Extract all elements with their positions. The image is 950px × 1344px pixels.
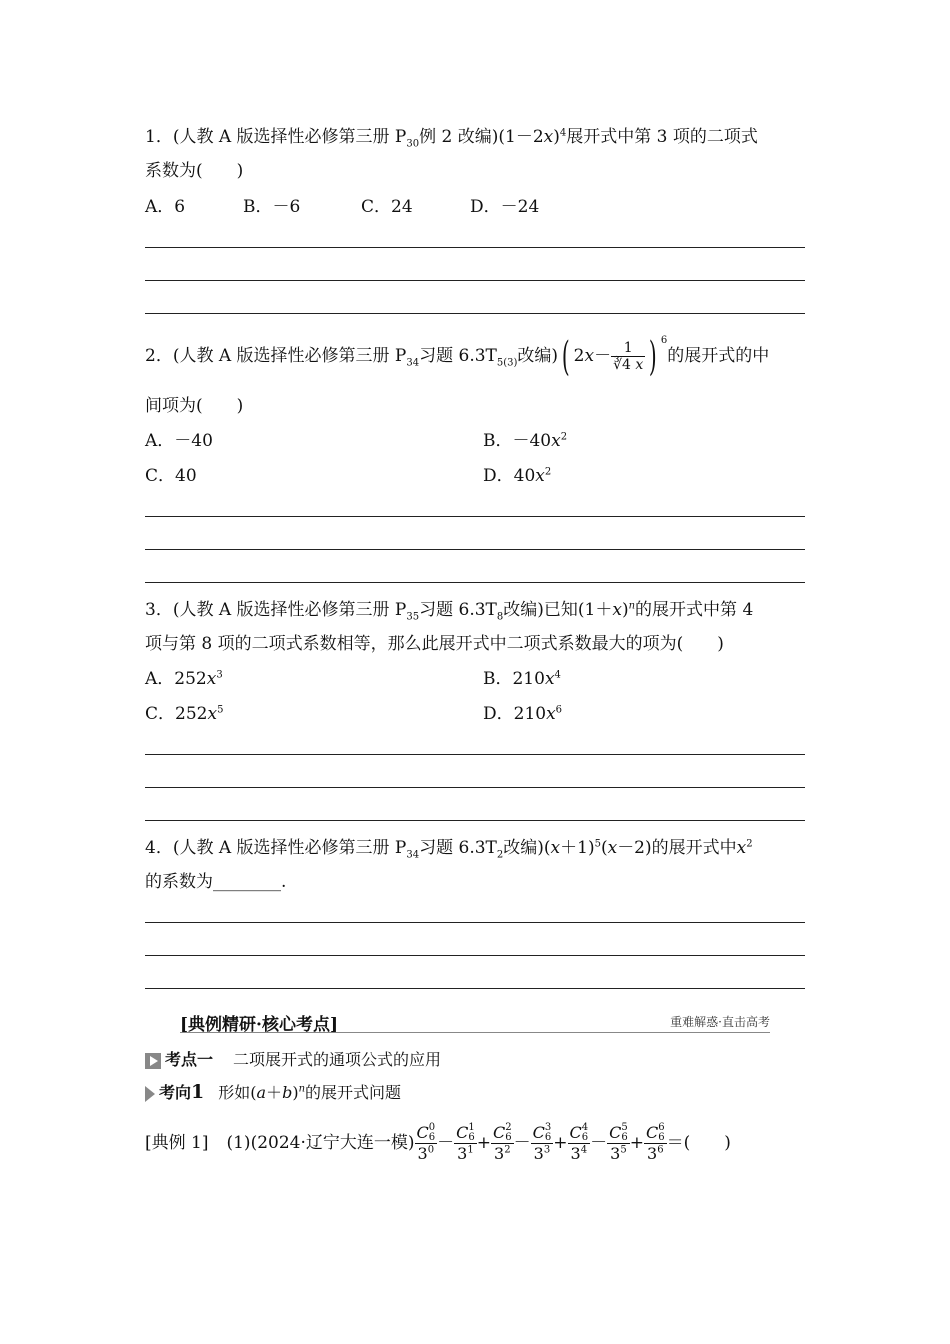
q2-problem-sub: 5(3) bbox=[496, 357, 518, 369]
q2-page-sub: 34 bbox=[406, 357, 420, 369]
q2-expr: 2 bbox=[573, 346, 585, 366]
opt-text: D．210 bbox=[483, 704, 547, 724]
q3-text: 3．(人教 A 版选择性必修第三册 P bbox=[145, 600, 407, 620]
answer-line[interactable] bbox=[145, 582, 805, 583]
arrow-icon bbox=[145, 1086, 155, 1102]
term-numerator: C 5 6 bbox=[609, 1122, 628, 1144]
direction-num: 1 bbox=[191, 1081, 205, 1103]
q4-problem-sub: 2 bbox=[496, 849, 504, 861]
q1-page-sub: 30 bbox=[406, 138, 420, 150]
q2-option-d[interactable] bbox=[483, 464, 551, 488]
answer-line[interactable] bbox=[145, 280, 805, 281]
q2-text: 2．(人教 A 版选择性必修第三册 P bbox=[145, 346, 407, 366]
q1-line1 bbox=[145, 125, 758, 149]
q2-option-c[interactable]: C．40 bbox=[145, 466, 197, 486]
q3-text: 改编)已知(1＋ bbox=[503, 600, 613, 620]
opt-text: D．40 bbox=[483, 466, 536, 486]
q3-option-d[interactable] bbox=[483, 702, 562, 726]
q4-text: ＋1) bbox=[560, 838, 595, 858]
term-denominator: $3^0$ bbox=[417, 1144, 435, 1164]
binomial-term bbox=[644, 1123, 667, 1165]
answer-line[interactable] bbox=[145, 820, 805, 821]
direction-text: 形如( bbox=[218, 1083, 257, 1102]
direction-exp: n bbox=[298, 1083, 306, 1095]
example-line bbox=[145, 1118, 731, 1168]
opt-text: A．252 bbox=[145, 669, 207, 689]
opt-var: x bbox=[535, 466, 545, 486]
q1-line2: 系数为( ) bbox=[145, 161, 244, 181]
q2-option-b[interactable] bbox=[483, 429, 567, 453]
term-sign: － bbox=[513, 1133, 531, 1153]
q2-var: x bbox=[584, 346, 595, 366]
example-label: [典例 1] bbox=[145, 1133, 209, 1153]
opt-exp: 5 bbox=[217, 704, 224, 716]
binomial-term bbox=[531, 1123, 554, 1165]
opt-text: B．－40 bbox=[483, 431, 552, 451]
cube-root: ∛4 bbox=[613, 357, 631, 373]
term-sign: + bbox=[476, 1133, 491, 1153]
q3-line1 bbox=[145, 598, 753, 622]
binomial-term bbox=[568, 1123, 591, 1165]
q3-exp: n bbox=[628, 600, 636, 612]
q1-text: ) bbox=[553, 127, 560, 147]
play-icon bbox=[145, 1053, 161, 1069]
direction-text: ) bbox=[292, 1083, 299, 1102]
q1-text: 展开式中第 3 项的二项式 bbox=[566, 127, 758, 147]
right-paren: ) bbox=[649, 333, 657, 380]
term-sign: + bbox=[553, 1133, 568, 1153]
opt-var: x bbox=[544, 669, 555, 689]
q2-option-a[interactable]: A．－40 bbox=[145, 431, 213, 451]
q1-option-c[interactable]: C．24 bbox=[361, 197, 413, 217]
topic-text: 二项展开式的通项公式的应用 bbox=[233, 1050, 442, 1069]
opt-var: x bbox=[207, 704, 218, 724]
opt-var: x bbox=[206, 669, 217, 689]
q4-page-sub: 34 bbox=[406, 849, 420, 861]
q2-text: 的展开式的中 bbox=[667, 346, 770, 366]
plus: ＋ bbox=[266, 1083, 283, 1102]
direction-label: 考向 bbox=[159, 1083, 192, 1102]
term-sign: + bbox=[629, 1133, 644, 1153]
q4-text: 4．(人教 A 版选择性必修第三册 P bbox=[145, 838, 407, 858]
topic-label: 考点一 bbox=[165, 1050, 214, 1069]
binomial-term bbox=[607, 1123, 630, 1165]
topic-heading bbox=[145, 1048, 441, 1072]
term-denominator: $3^4$ bbox=[570, 1144, 588, 1164]
term-numerator: C 3 6 bbox=[532, 1122, 552, 1144]
opt-exp: 6 bbox=[555, 704, 563, 716]
q2-minus: － bbox=[594, 346, 612, 366]
term-sign: － bbox=[437, 1133, 455, 1153]
answer-line[interactable] bbox=[145, 549, 805, 550]
q3-problem-sub: 8 bbox=[496, 611, 504, 623]
binomial-term bbox=[491, 1123, 514, 1165]
q4-var: x bbox=[607, 838, 618, 858]
term-numerator: C 2 6 bbox=[493, 1122, 512, 1144]
q4-var: x bbox=[736, 838, 747, 858]
var-b: b bbox=[282, 1083, 293, 1102]
opt-exp: 3 bbox=[216, 669, 223, 681]
term-denominator: $3^5$ bbox=[610, 1144, 627, 1164]
q1-exp: 4 bbox=[559, 127, 567, 139]
q4-line1 bbox=[145, 836, 753, 860]
q2-line2: 间项为( ) bbox=[145, 396, 244, 416]
term-numerator: C 1 6 bbox=[456, 1122, 475, 1144]
binomial-term bbox=[454, 1123, 477, 1165]
q3-text: ) bbox=[621, 600, 629, 620]
q4-text: －2)的展开式中 bbox=[617, 838, 737, 858]
q1-option-d[interactable]: D．－24 bbox=[470, 197, 540, 217]
section-subtitle: 重难解惑·直击高考 bbox=[670, 1015, 770, 1029]
q4-text: 改编)( bbox=[503, 838, 551, 858]
q2-exp: 6 bbox=[660, 335, 668, 346]
example-source: (1)(2024·辽宁大连一模) bbox=[226, 1133, 415, 1153]
q2-line1 bbox=[145, 332, 769, 380]
q4-exp: 2 bbox=[746, 838, 753, 850]
direction-text: 的展开式问题 bbox=[305, 1083, 402, 1102]
term-numerator: C 6 6 bbox=[646, 1122, 665, 1144]
q4-line2: 的系数为________. bbox=[145, 872, 287, 892]
answer-line[interactable] bbox=[145, 516, 805, 517]
answer-line[interactable] bbox=[145, 754, 805, 755]
opt-exp: 2 bbox=[544, 466, 552, 478]
section-title: [典例精研·核心考点] bbox=[180, 1015, 339, 1035]
q2-fraction bbox=[611, 340, 645, 373]
q4-var: x bbox=[550, 838, 561, 858]
frac-num: 1 bbox=[611, 340, 645, 357]
q3-option-b[interactable] bbox=[483, 667, 561, 691]
term-denominator: $3^6$ bbox=[647, 1144, 664, 1164]
direction-heading bbox=[145, 1080, 401, 1105]
q3-line2: 项与第 8 项的二项式系数相等，那么此展开式中二项式系数最大的项为( ) bbox=[145, 634, 724, 654]
q3-var: x bbox=[612, 600, 622, 620]
q2-text: 改编) bbox=[517, 346, 559, 366]
opt-var: x bbox=[551, 431, 561, 451]
q2-text: 习题 6.3T bbox=[419, 346, 497, 366]
var-a: a bbox=[256, 1083, 267, 1102]
term-numerator: C 0 6 bbox=[416, 1122, 436, 1144]
opt-var: x bbox=[546, 704, 556, 724]
term-denominator: $3^2$ bbox=[494, 1144, 511, 1164]
term-denominator: $3^1$ bbox=[457, 1144, 474, 1164]
q1-option-b[interactable]: B．－6 bbox=[243, 197, 301, 217]
q3-text: 的展开式中第 4 bbox=[635, 600, 754, 620]
q3-option-c[interactable] bbox=[145, 702, 223, 726]
term-sign: － bbox=[590, 1133, 608, 1153]
opt-text: C．252 bbox=[145, 704, 208, 724]
opt-text: B．210 bbox=[483, 669, 545, 689]
q3-page-sub: 35 bbox=[406, 611, 420, 623]
binomial-term bbox=[415, 1123, 438, 1165]
answer-line[interactable] bbox=[145, 787, 805, 788]
answer-line[interactable] bbox=[145, 247, 805, 248]
section-header bbox=[180, 1010, 770, 1033]
term-numerator: C 4 6 bbox=[569, 1122, 589, 1144]
example-expression bbox=[415, 1122, 667, 1164]
opt-exp: 2 bbox=[560, 431, 568, 443]
answer-line[interactable] bbox=[145, 988, 805, 989]
q3-text: 习题 6.3T bbox=[419, 600, 497, 620]
frac-den-var: x bbox=[635, 357, 644, 373]
example-tail: ＝( ) bbox=[666, 1133, 731, 1153]
q3-option-a[interactable] bbox=[145, 667, 223, 691]
term-denominator: $3^3$ bbox=[533, 1144, 551, 1164]
answer-line[interactable] bbox=[145, 922, 805, 923]
opt-exp: 4 bbox=[554, 669, 561, 681]
q4-text: ( bbox=[600, 838, 608, 858]
q1-text: 1．(人教 A 版选择性必修第三册 P bbox=[145, 127, 407, 147]
left-paren: ( bbox=[561, 333, 570, 380]
q1-option-a[interactable]: A．6 bbox=[145, 197, 186, 217]
frac-den bbox=[611, 357, 645, 373]
q4-text: 习题 6.3T bbox=[419, 838, 497, 858]
q1-var: x bbox=[543, 127, 554, 147]
answer-line[interactable] bbox=[145, 313, 805, 314]
q4-exp: 5 bbox=[594, 838, 601, 850]
answer-line[interactable] bbox=[145, 955, 805, 956]
q1-text: 例 2 改编)(1－2 bbox=[419, 127, 544, 147]
